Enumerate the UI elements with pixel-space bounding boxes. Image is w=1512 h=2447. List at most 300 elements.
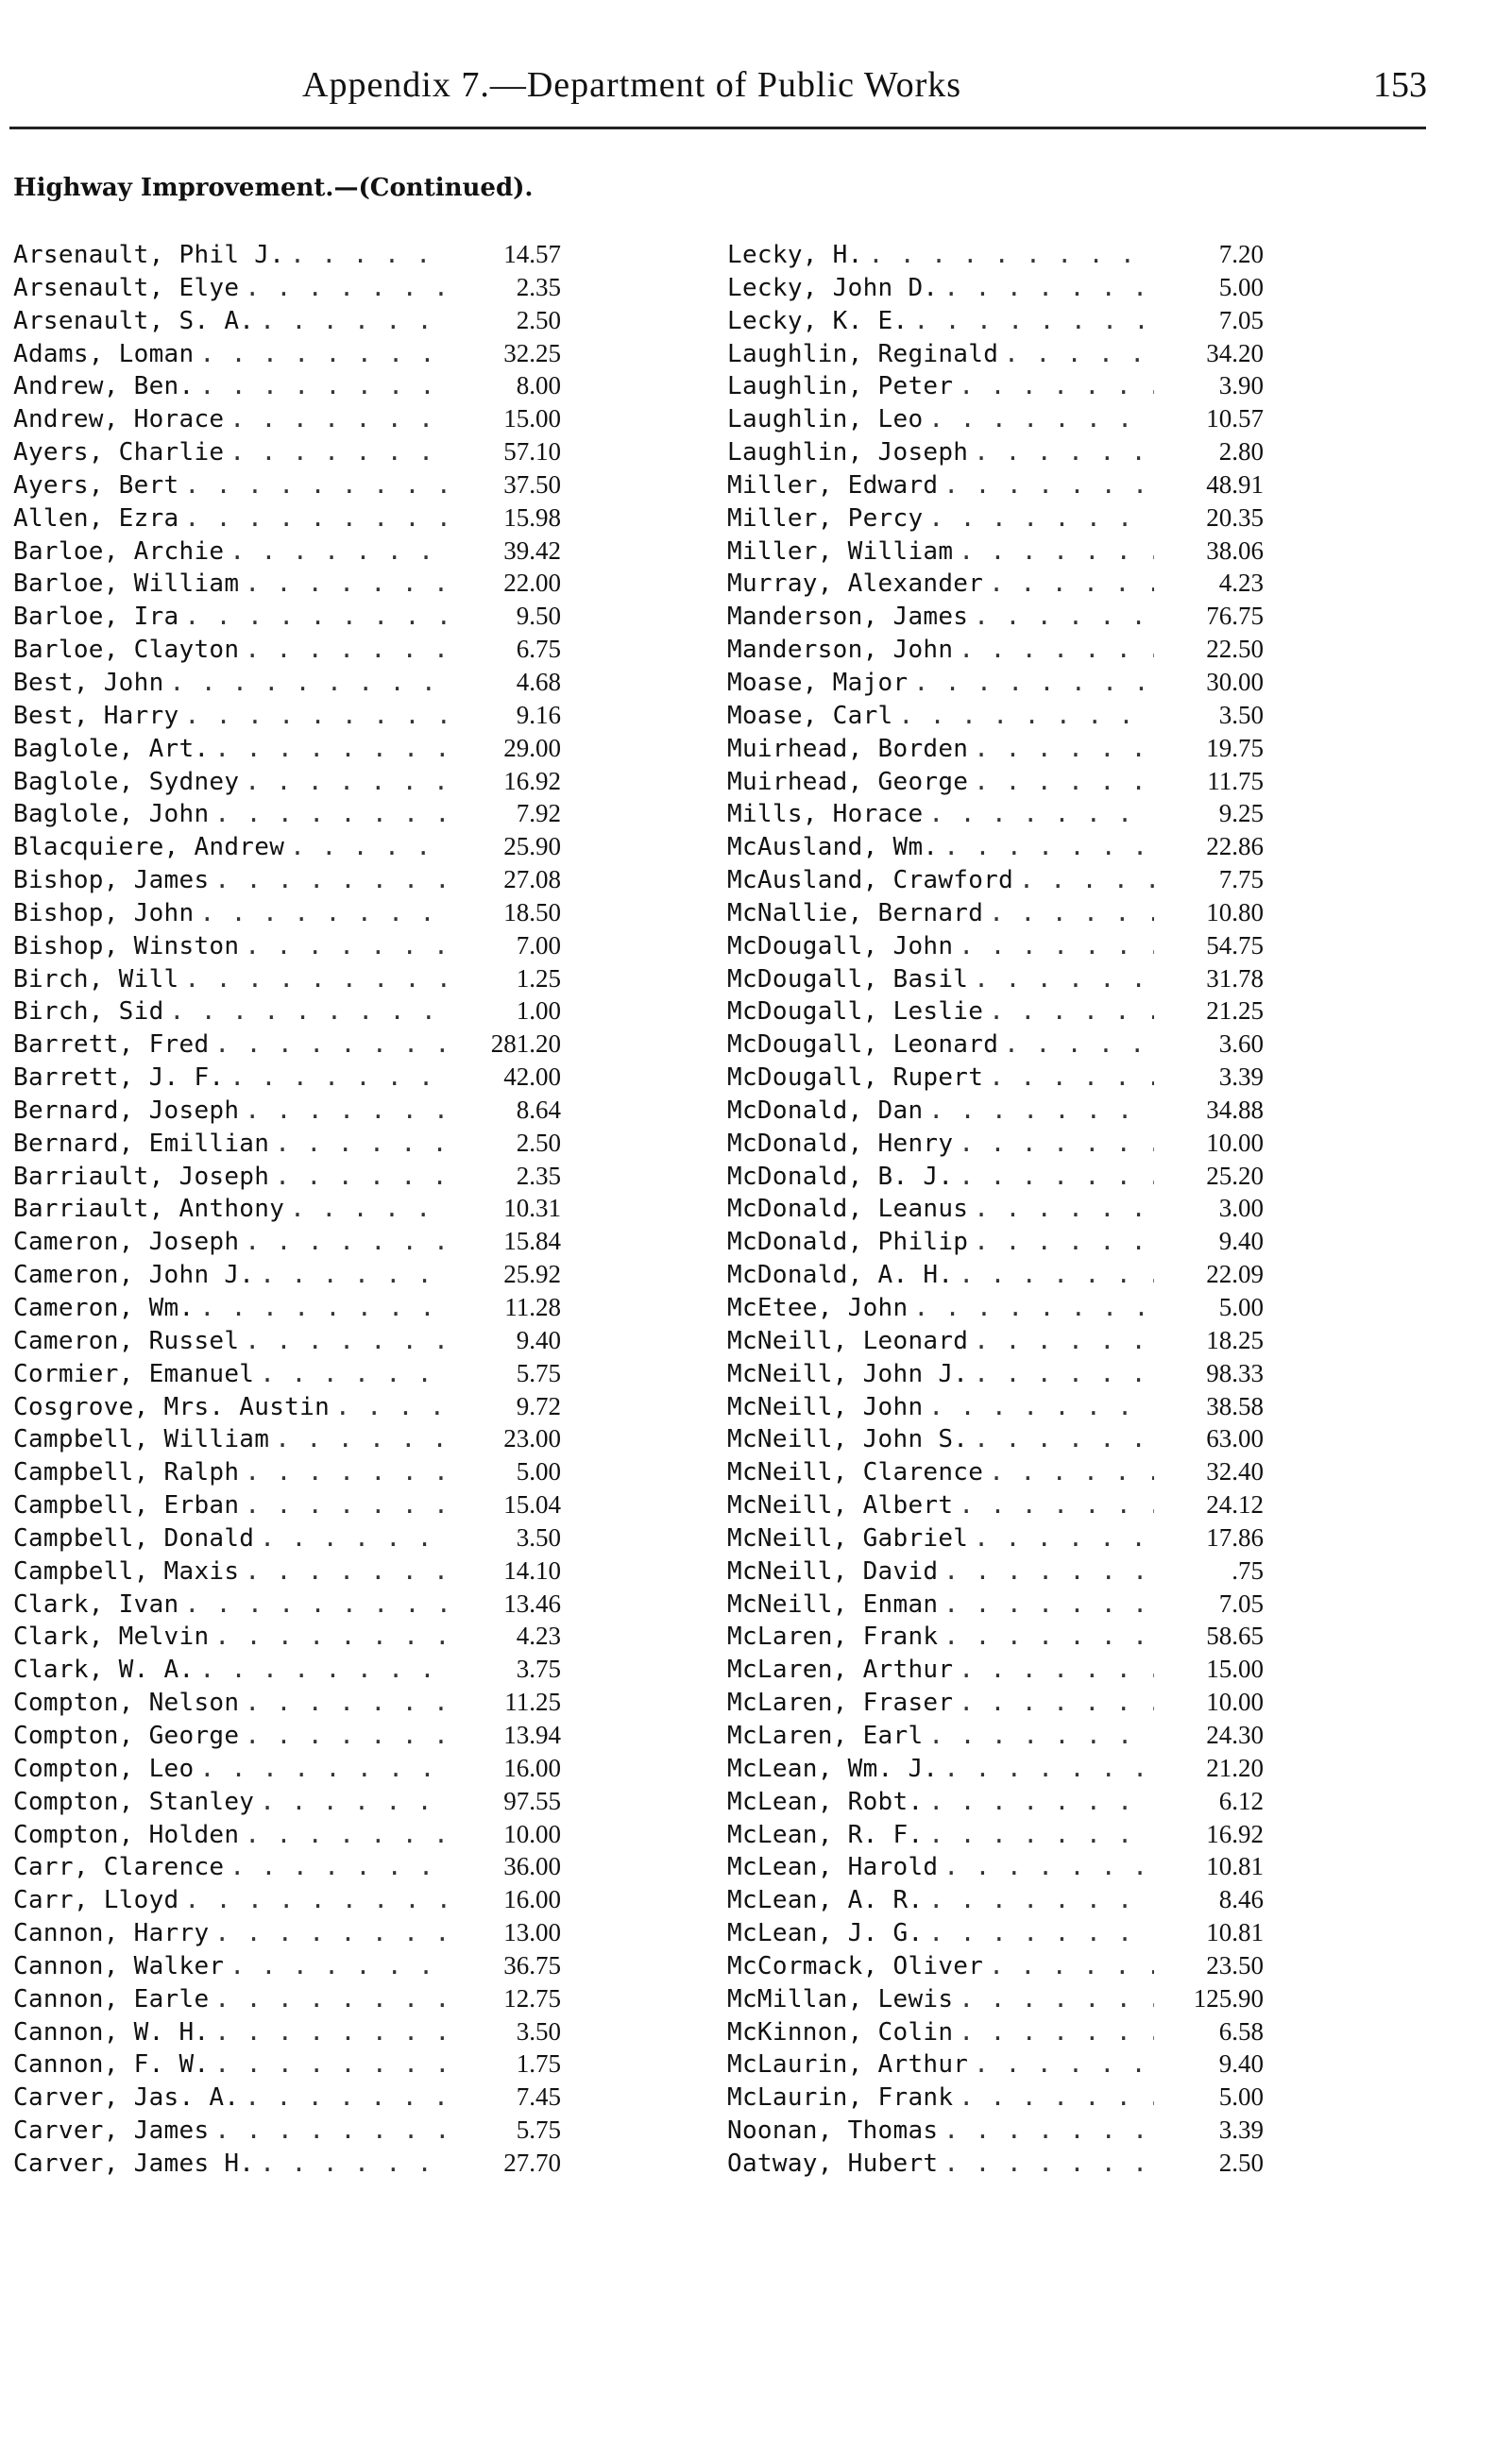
list-item: [13, 1787, 561, 1820]
entry-amount: 10.80: [1206, 897, 1264, 926]
entry-amount: 30.00: [1206, 667, 1264, 696]
entry-name: McDougall, John: [727, 931, 954, 960]
dot-leader: [214, 1985, 451, 2014]
list-item: [727, 1688, 1264, 1721]
dot-leader: [943, 274, 1154, 302]
entry-name: Cosgrove, Mrs. Austin: [13, 1392, 331, 1421]
list-item: [13, 964, 561, 997]
dot-leader: [928, 1788, 1154, 1816]
dot-leader: [260, 1261, 451, 1289]
entry-amount: 34.20: [1206, 338, 1264, 367]
list-item: [727, 2149, 1264, 2182]
entry-name: McAusland, Wm.: [727, 833, 939, 862]
dot-leader: [245, 1821, 451, 1849]
entry-name: Cormier, Emanuel: [13, 1359, 255, 1388]
entry-amount: 14.57: [503, 240, 561, 268]
header-rule: [9, 127, 1426, 129]
dot-leader: [989, 569, 1154, 598]
list-item: [13, 2082, 561, 2116]
entry-amount: 10.31: [503, 1194, 561, 1223]
dot-leader: [1004, 1030, 1154, 1059]
list-item: [13, 1721, 561, 1754]
dot-leader: [229, 537, 451, 566]
entry-amount: 38.06: [1206, 535, 1264, 565]
dot-leader: [974, 1360, 1154, 1388]
entry-name: Miller, Percy: [727, 503, 924, 533]
entry-name: Birch, Will: [13, 964, 179, 994]
entry-name: McNeill, Leonard: [727, 1326, 969, 1355]
list-item: [727, 1359, 1264, 1392]
dot-leader: [260, 2150, 451, 2178]
entry-amount: 17.86: [1206, 1522, 1264, 1552]
entry-amount: 6.12: [1218, 1786, 1264, 1815]
entry-name: Barloe, Ira: [13, 603, 179, 632]
entry-name: Campbell, Erban: [13, 1491, 240, 1521]
entry-name: Miller, William: [727, 536, 954, 566]
entry-name: McEtee, John: [727, 1294, 909, 1322]
dot-leader: [275, 1130, 451, 1158]
list-item: [13, 1359, 561, 1392]
entry-name: Compton, Stanley: [13, 1787, 255, 1816]
entry-name: McLean, Robt.: [727, 1787, 924, 1816]
list-item: [727, 1260, 1264, 1293]
list-item: [13, 371, 561, 404]
list-item: [13, 470, 561, 503]
entry-name: Oatway, Hubert: [727, 2149, 939, 2178]
list-item: [13, 2049, 561, 2082]
entry-name: Cannon, Walker: [13, 1951, 225, 1980]
entry-name: McAusland, Crawford: [727, 866, 1014, 895]
list-item: [727, 1754, 1264, 1787]
dot-leader: [959, 1163, 1154, 1191]
list-item: [13, 1918, 561, 1951]
dot-leader: [245, 636, 451, 664]
list-item: [13, 273, 561, 306]
list-item: [13, 503, 561, 536]
entry-amount: 11.75: [1207, 766, 1264, 795]
list-item: [727, 964, 1264, 997]
list-item: [13, 1424, 561, 1457]
dot-leader: [959, 537, 1154, 566]
list-item: [727, 1424, 1264, 1457]
entry-name: McNeill, John S.: [727, 1425, 969, 1454]
dot-leader: [943, 2150, 1154, 2178]
list-item: [727, 2082, 1264, 2116]
entry-amount: 63.00: [1206, 1424, 1264, 1453]
entry-name: Barloe, Archie: [13, 536, 225, 566]
entry-name: McNeill, David: [727, 1556, 939, 1586]
list-item: [13, 2017, 561, 2050]
entry-name: Carver, Jas. A.: [13, 2083, 240, 2113]
entry-amount: 2.35: [516, 272, 561, 301]
entry-amount: 57.10: [503, 437, 561, 467]
dot-leader: [974, 735, 1154, 763]
entry-name: McDonald, Leanus: [727, 1195, 969, 1224]
entry-name: McDonald, A. H.: [727, 1261, 954, 1290]
entry-name: McDougall, Rupert: [727, 1063, 984, 1093]
dot-leader: [245, 1557, 451, 1586]
entry-name: McNeill, Gabriel: [727, 1523, 969, 1553]
list-item: [13, 1523, 561, 1556]
entry-amount: 6.58: [1218, 2016, 1264, 2046]
entry-amount: 23.50: [1206, 1950, 1264, 1980]
list-item: [13, 1885, 561, 1918]
dot-leader: [335, 1393, 451, 1421]
dot-leader: [245, 1689, 451, 1717]
entry-amount: 27.08: [503, 865, 561, 894]
entry-amount: 3.90: [1218, 371, 1264, 400]
dot-leader: [974, 1195, 1154, 1223]
entry-amount: 3.00: [1218, 1194, 1264, 1223]
entry-name: Baglole, Art.: [13, 734, 210, 763]
list-item: [727, 767, 1264, 800]
entry-amount: 18.25: [1206, 1325, 1264, 1354]
entry-name: Cannon, W. H.: [13, 2017, 210, 2047]
list-item: [727, 1227, 1264, 1260]
entry-name: McDougall, Basil: [727, 964, 969, 994]
entry-amount: 5.75: [516, 1358, 561, 1387]
entry-amount: 7.00: [516, 930, 561, 960]
page-number: 153: [1373, 65, 1427, 105]
entry-amount: 9.25: [1218, 799, 1264, 828]
dot-leader: [928, 1722, 1154, 1750]
list-item: [727, 1029, 1264, 1062]
entry-name: Muirhead, Borden: [727, 734, 969, 763]
dot-leader: [959, 636, 1154, 664]
entry-name: Campbell, William: [13, 1425, 270, 1454]
entry-name: Arsenault, Elye: [13, 273, 240, 302]
list-item: [727, 371, 1264, 404]
list-item: [727, 2017, 1264, 2050]
entry-name: McDonald, Philip: [727, 1228, 969, 1257]
list-item: [13, 1260, 561, 1293]
entry-name: Lecky, K. E.: [727, 306, 909, 335]
entry-amount: 38.58: [1206, 1391, 1264, 1420]
entry-amount: 125.90: [1193, 1983, 1264, 2013]
dot-leader: [290, 833, 451, 861]
dot-leader: [199, 372, 451, 400]
dot-leader: [245, 1327, 451, 1355]
dot-leader: [185, 1886, 452, 1914]
entry-amount: 15.00: [503, 404, 561, 433]
entry-name: McLaurin, Frank: [727, 2083, 954, 2113]
entry-amount: 5.00: [1218, 2082, 1264, 2112]
entry-name: Bernard, Emillian: [13, 1129, 270, 1158]
list-item: [727, 569, 1264, 602]
entry-name: Murray, Alexander: [727, 569, 984, 599]
dot-leader: [974, 768, 1154, 796]
dot-leader: [943, 833, 1154, 861]
entry-amount: 12.75: [503, 1983, 561, 2013]
entry-name: McNeill, John J.: [727, 1359, 969, 1388]
list-item: [727, 240, 1264, 273]
entry-name: Clark, Melvin: [13, 1623, 210, 1652]
entry-name: McCormack, Oliver: [727, 1951, 984, 1980]
entry-name: McNeill, Albert: [727, 1491, 954, 1521]
dot-leader: [943, 1590, 1154, 1619]
entry-amount: 42.00: [503, 1062, 561, 1092]
list-item: [13, 767, 561, 800]
entry-amount: 10.00: [1206, 1688, 1264, 1717]
dot-leader: [959, 1689, 1154, 1717]
list-item: [727, 1129, 1264, 1162]
list-item: [13, 536, 561, 569]
dot-leader: [928, 1919, 1154, 1947]
entry-name: McNeill, John: [727, 1392, 924, 1421]
list-item: [13, 865, 561, 898]
dot-leader: [943, 1623, 1154, 1651]
entry-amount: 4.23: [1218, 569, 1264, 598]
entry-name: Noonan, Thomas: [727, 2116, 939, 2146]
entry-amount: 9.40: [516, 1325, 561, 1354]
dot-leader: [943, 1853, 1154, 1881]
entry-name: Mills, Horace: [727, 800, 924, 829]
entry-name: McDonald, Dan: [727, 1096, 924, 1125]
entry-name: Barriault, Joseph: [13, 1162, 270, 1191]
dot-leader: [245, 569, 451, 598]
dot-leader: [214, 735, 451, 763]
entry-name: Miller, Edward: [727, 470, 939, 500]
dot-leader: [1004, 340, 1154, 368]
entry-amount: 5.00: [1218, 1293, 1264, 1321]
entry-name: McNeill, Enman: [727, 1589, 939, 1619]
list-item: [13, 931, 561, 964]
entry-name: Ayers, Charlie: [13, 438, 225, 467]
entry-amount: 21.25: [1206, 996, 1264, 1026]
dot-leader: [214, 2050, 451, 2079]
entry-amount: 19.75: [1206, 733, 1264, 762]
list-item: [13, 1655, 561, 1688]
list-item: [727, 931, 1264, 964]
entry-amount: 13.46: [503, 1589, 561, 1618]
entry-amount: 8.00: [516, 371, 561, 400]
entry-amount: 2.50: [1218, 2148, 1264, 2177]
list-item: [727, 832, 1264, 865]
list-item: [727, 339, 1264, 372]
entry-name: McLean, Wm. J.: [727, 1754, 939, 1783]
entry-amount: 7.75: [1218, 865, 1264, 894]
entry-amount: 3.60: [1218, 1029, 1264, 1059]
entry-amount: 16.92: [1206, 1819, 1264, 1848]
entry-name: McLean, R. F.: [727, 1820, 924, 1849]
dot-leader: [245, 2083, 451, 2112]
dot-leader: [185, 702, 452, 730]
entry-name: McNeill, Clarence: [727, 1458, 984, 1487]
list-item: [13, 1688, 561, 1721]
entry-name: Compton, George: [13, 1721, 240, 1750]
entry-amount: 1.25: [516, 963, 561, 993]
entry-amount: 281.20: [490, 1029, 561, 1059]
entry-name: Compton, Nelson: [13, 1689, 240, 1718]
entry-amount: 31.78: [1206, 963, 1264, 993]
list-item: [13, 799, 561, 832]
list-item: [13, 1622, 561, 1655]
list-item: [727, 1490, 1264, 1523]
entry-amount: 39.42: [503, 535, 561, 565]
dot-leader: [185, 471, 452, 500]
entry-amount: 25.90: [503, 832, 561, 861]
entry-amount: 22.86: [1206, 832, 1264, 861]
entry-amount: 2.80: [1218, 437, 1264, 467]
entry-amount: 13.00: [503, 1918, 561, 1947]
entry-name: Bishop, James: [13, 866, 210, 895]
entry-name: Carr, Lloyd: [13, 1886, 179, 1915]
entry-name: McLaren, Arthur: [727, 1656, 954, 1685]
entry-amount: 5.00: [516, 1457, 561, 1487]
entry-amount: 1.75: [516, 2049, 561, 2079]
entry-name: Cameron, Russel: [13, 1326, 240, 1355]
entry-name: Clark, W. A.: [13, 1656, 195, 1685]
dot-leader: [974, 2050, 1154, 2079]
dot-leader: [214, 1919, 451, 1947]
list-item: [727, 1787, 1264, 1820]
entry-amount: 3.50: [516, 1522, 561, 1552]
dot-leader: [913, 669, 1154, 697]
dot-leader: [959, 372, 1154, 400]
entry-amount: 8.64: [516, 1095, 561, 1124]
entry-amount: 32.25: [503, 338, 561, 367]
list-item: [727, 799, 1264, 832]
list-item: [13, 996, 561, 1029]
entry-amount: 4.23: [516, 1622, 561, 1651]
list-item: [13, 1490, 561, 1523]
entry-amount: 9.16: [516, 700, 561, 729]
entry-amount: 7.45: [516, 2082, 561, 2112]
entry-amount: 25.20: [1206, 1161, 1264, 1190]
entry-amount: 24.30: [1206, 1720, 1264, 1749]
dot-leader: [928, 405, 1154, 433]
entry-name: Best, Harry: [13, 701, 179, 730]
list-item: [13, 1754, 561, 1787]
dot-leader: [229, 1952, 451, 1980]
entry-name: Baglole, John: [13, 800, 210, 829]
list-item: [727, 1162, 1264, 1195]
dot-leader: [928, 504, 1154, 533]
section-heading: Highway Improvement.—(Continued).: [13, 174, 534, 202]
dot-leader: [260, 1788, 451, 1816]
entry-name: Andrew, Horace: [13, 405, 225, 434]
dot-leader: [928, 1393, 1154, 1421]
entry-amount: 1.00: [516, 996, 561, 1026]
dot-leader: [989, 1952, 1154, 1980]
entry-amount: 5.00: [1218, 272, 1264, 301]
entry-amount: 10.81: [1206, 1918, 1264, 1947]
entry-name: Cannon, F. W.: [13, 2050, 210, 2080]
entry-amount: 24.12: [1206, 1490, 1264, 1520]
entry-name: Best, John: [13, 668, 164, 697]
entry-amount: 58.65: [1206, 1622, 1264, 1651]
entry-name: McMillan, Lewis: [727, 1984, 954, 2014]
entry-name: Cannon, Earle: [13, 1984, 210, 2014]
list-item: [727, 635, 1264, 668]
list-item: [13, 2116, 561, 2149]
dot-leader: [974, 1327, 1154, 1355]
entry-name: Campbell, Donald: [13, 1523, 255, 1553]
dot-leader: [260, 1360, 451, 1388]
list-item: [727, 996, 1264, 1029]
entry-name: Barrett, J. F.: [13, 1063, 225, 1093]
list-item: [727, 536, 1264, 569]
list-item: [13, 1129, 561, 1162]
list-item: [13, 1556, 561, 1589]
dot-leader: [989, 1458, 1154, 1487]
list-item: [727, 668, 1264, 701]
list-item: [13, 306, 561, 339]
entry-name: Bishop, John: [13, 898, 195, 927]
list-item: [727, 404, 1264, 437]
entry-amount: 9.40: [1218, 2049, 1264, 2079]
dot-leader: [913, 307, 1154, 335]
dot-leader: [245, 1722, 451, 1750]
entry-name: Compton, Holden: [13, 1820, 240, 1849]
list-item: [13, 668, 561, 701]
entry-name: McDougall, Leonard: [727, 1030, 999, 1060]
list-item: [727, 734, 1264, 767]
dot-leader: [214, 1030, 451, 1059]
entry-name: McLean, A. R.: [727, 1886, 924, 1915]
entry-name: Cameron, Joseph: [13, 1228, 240, 1257]
entry-amount: 7.05: [1218, 1589, 1264, 1618]
entry-amount: 98.33: [1206, 1358, 1264, 1387]
dot-leader: [943, 1557, 1154, 1586]
entry-name: McDonald, Henry: [727, 1129, 954, 1158]
entry-amount: 16.00: [503, 1753, 561, 1782]
dot-leader: [290, 1195, 451, 1223]
list-item: [727, 1293, 1264, 1326]
entry-name: Laughlin, Peter: [727, 372, 954, 401]
entry-amount: 23.00: [503, 1424, 561, 1453]
dot-leader: [1019, 866, 1154, 894]
dot-leader: [245, 1458, 451, 1487]
list-item: [13, 1293, 561, 1326]
entry-amount: 3.50: [516, 2016, 561, 2046]
dot-leader: [199, 340, 451, 368]
dot-leader: [214, 2116, 451, 2145]
dot-leader: [974, 1425, 1154, 1453]
entry-amount: 37.50: [503, 469, 561, 499]
dot-leader: [959, 1491, 1154, 1520]
entry-amount: 25.92: [503, 1260, 561, 1289]
entry-name: Moase, Carl: [727, 701, 893, 730]
dot-leader: [928, 800, 1154, 828]
list-item: [727, 865, 1264, 898]
entry-amount: 3.39: [1218, 1062, 1264, 1092]
dot-leader: [260, 307, 451, 335]
dot-leader: [229, 1853, 451, 1881]
entry-amount: 18.50: [503, 897, 561, 926]
entry-name: McLaren, Fraser: [727, 1689, 954, 1718]
entry-name: Laughlin, Reginald: [727, 339, 999, 368]
dot-leader: [245, 1096, 451, 1125]
page-header: [0, 64, 1512, 130]
list-item: [13, 1326, 561, 1359]
entry-amount: 7.92: [516, 799, 561, 828]
list-item: [727, 437, 1264, 470]
entry-name: Carver, James H.: [13, 2149, 255, 2178]
list-item: [13, 2149, 561, 2182]
list-item: [13, 339, 561, 372]
list-item: [727, 470, 1264, 503]
entry-amount: 36.75: [503, 1950, 561, 1980]
entry-amount: 9.50: [516, 602, 561, 631]
dot-leader: [959, 2018, 1154, 2047]
entry-name: Cameron, John J.: [13, 1261, 255, 1290]
dot-leader: [185, 603, 452, 631]
list-item: [727, 1556, 1264, 1589]
entry-name: Laughlin, Leo: [727, 405, 924, 434]
entry-amount: 3.75: [516, 1655, 561, 1684]
entry-name: Barriault, Anthony: [13, 1195, 285, 1224]
